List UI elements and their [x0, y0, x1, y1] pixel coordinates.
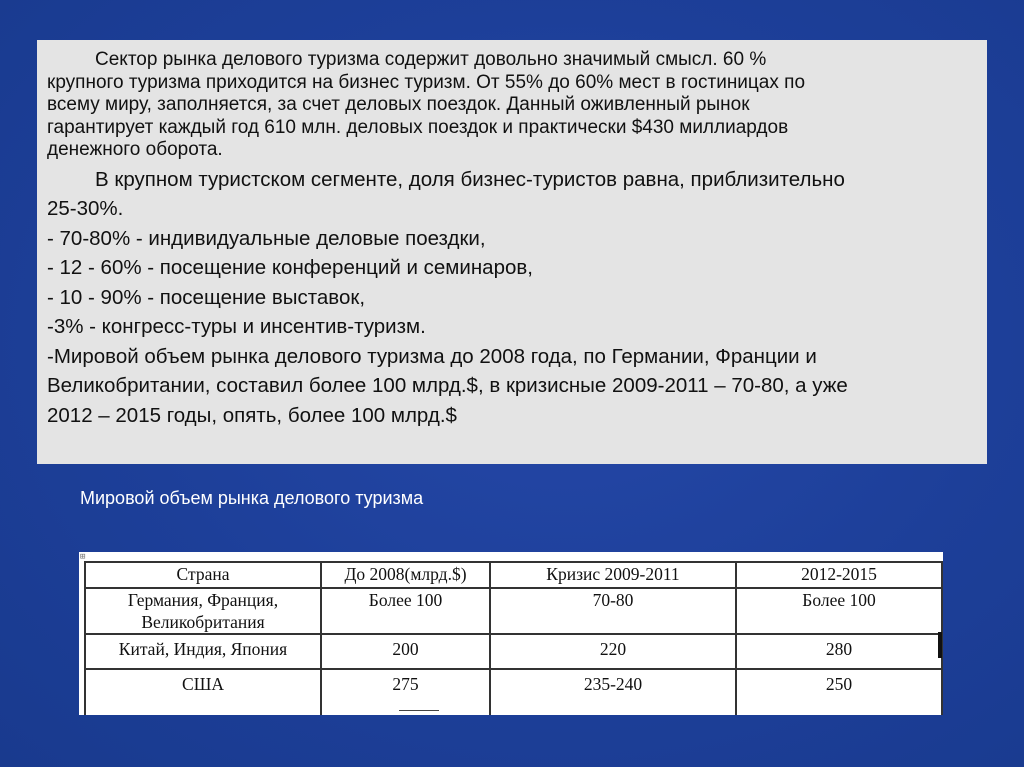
- text-line: крупного туризма приходится на бизнес туризм. От 55% до 60% мест в гостиницах по: [47, 71, 806, 93]
- paragraph-market-sector: [37, 40, 987, 72]
- text-line: денежного оборота.: [47, 139, 223, 160]
- table-cell: США: [85, 669, 321, 715]
- text-line: Великобритании, составил более 100 млрд.$, в кризисные 2009-2011 – 70-80, а уже: [47, 374, 848, 397]
- header-cell: Кризис 2009-2011: [490, 562, 736, 588]
- cropped-text-fragment: [399, 710, 439, 714]
- list-item: - 10 - 90% - посещение выставок,: [47, 285, 366, 309]
- table-cell: 275: [321, 669, 490, 715]
- list-item: - 12 - 60% - посещение конференций и семинаров,: [47, 256, 533, 279]
- list-item: -3% - конгресс-туры и инсентив-туризм.: [47, 315, 426, 338]
- text-line: всему миру, заполняется, за счет деловых поездок. Данный оживленный рынок: [47, 94, 750, 115]
- table-row: [85, 634, 942, 669]
- table-cell: Китай, Индия, Япония: [85, 634, 321, 669]
- text-line: В крупном туристском сегменте, доля бизнес-туристов равна, приблизительно: [95, 167, 845, 191]
- text-line: Сектор рынка делового туризма содержит довольно значимый смысл. 60 %: [95, 49, 767, 70]
- table-cell: Более 100: [321, 588, 490, 634]
- table-caption: Мировой объем рынка делового туризма: [80, 488, 424, 508]
- table-image-box: [79, 552, 943, 715]
- list-item: -Мировой объем рынка делового туризма до 2008 года, по Германии, Франции и: [47, 344, 817, 368]
- header-cell: Страна: [85, 562, 321, 588]
- table-cell: 200: [321, 634, 490, 669]
- table-row: [85, 588, 942, 634]
- text-line: гарантирует каждый год 610 млн. деловых поездок и практически $430 миллиардов: [47, 116, 789, 138]
- header-cell: 2012-2015: [736, 562, 942, 588]
- table-cell: 70-80: [490, 588, 736, 634]
- table-edge-marker: [938, 632, 942, 658]
- paragraph-business-share-cont: [37, 194, 987, 430]
- paragraph-market-sector-cont: [37, 72, 987, 162]
- table-header-row: [85, 562, 942, 588]
- table-row: [85, 669, 942, 715]
- table-cell: 280: [736, 634, 942, 669]
- table-cell: 250: [736, 669, 942, 715]
- market-volume-table: [84, 561, 943, 715]
- table-cell: Более 100: [736, 588, 942, 634]
- table-cell: 235-240: [490, 669, 736, 715]
- move-handle-icon: ⊞: [80, 552, 86, 562]
- header-cell: До 2008(млрд.$): [321, 562, 490, 588]
- table-cell: 220: [490, 634, 736, 669]
- table-cell: Германия, Франция, Великобритания: [85, 588, 321, 634]
- text-line: 2012 – 2015 годы, опять, более 100 млрд.$: [47, 403, 457, 427]
- text-content-box: [37, 40, 987, 464]
- text-line: 25-30%.: [47, 197, 124, 220]
- paragraph-business-share: [37, 165, 987, 195]
- list-item: - 70-80% - индивидуальные деловые поездки,: [47, 226, 486, 250]
